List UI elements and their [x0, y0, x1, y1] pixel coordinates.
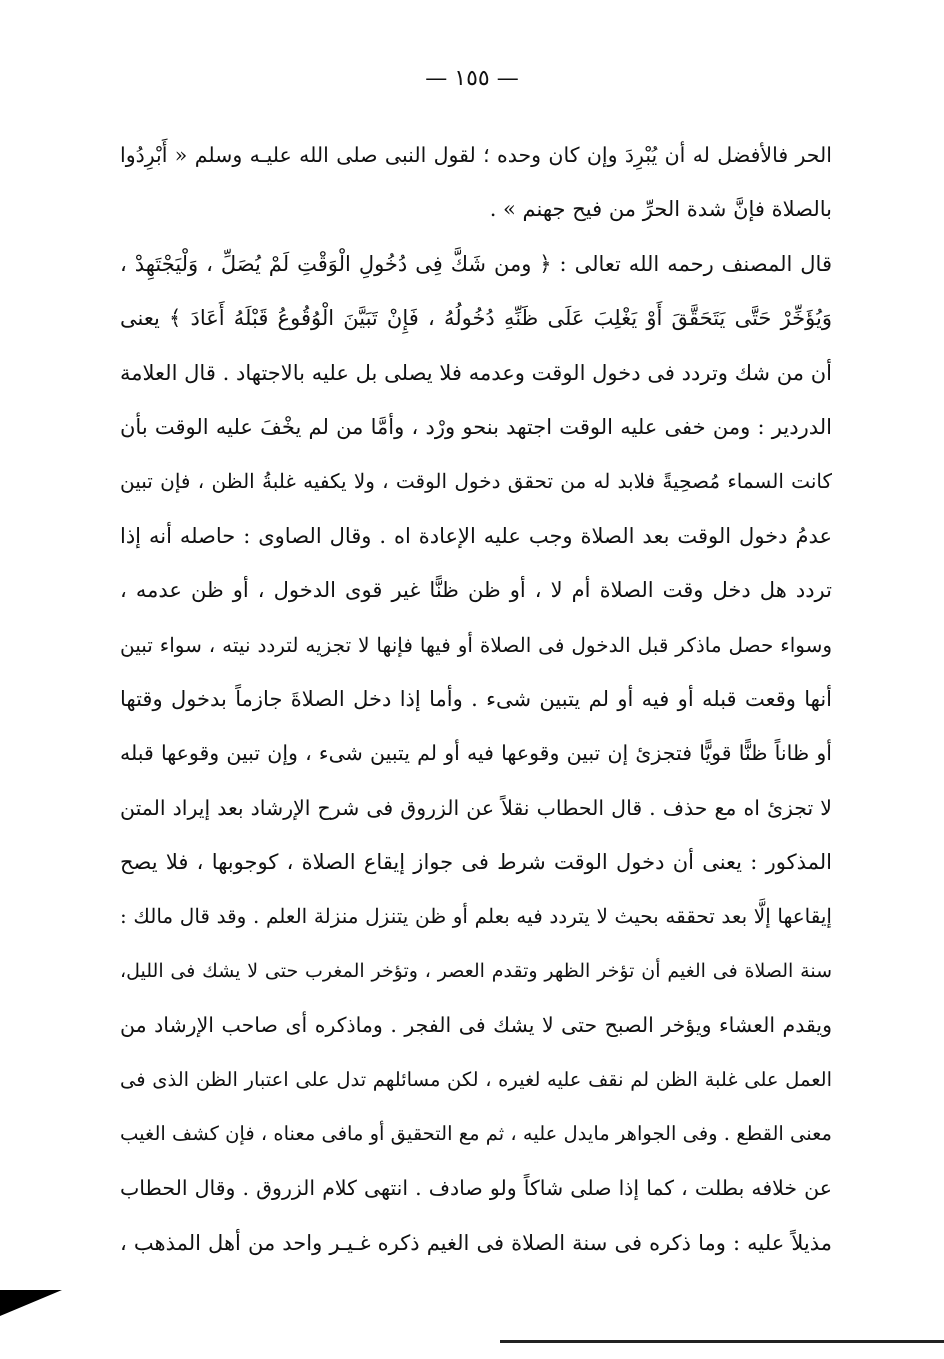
text-line: ويقدم العشاء ويؤخر الصبح حتى لا يشك فى الفجر . وماذكره أى صاحب الإرشاد من [120, 1013, 832, 1038]
text-line: أنها وقعت قبله أو فيه أو لم يتبين شىء . وأما إذا دخل الصلاةَ جازماً بدخول وقتها [120, 686, 832, 711]
text-line: العمل على غلبة الظن لم نقف عليه لغيره ، لكن مسائلهم تدل على اعتبار الظن الذى فى [120, 1067, 832, 1091]
text-line: الدردير : ومن خفى عليه الوقت اجتهد بنحو ورْد ، وأمَّا من لم يخْفَ عليه الوقت بأن [120, 414, 832, 439]
text-line: الحر فالأفضل له أن يُبْرِدَ وإن كان وحده ؛ لقول النبى صلى الله عليـه وسلم « أَبْرِدُوا [120, 143, 832, 167]
text-line: وَيُؤَخِّرْ حَتَّى يَتَحَقَّقَ أَوْ يَغْلِبَ عَلَى ظَنِّهِ دُخُولُهُ ، فَإِنْ تَبَيَّنَ الْوُقُوعُ قَبْلَهُ أَعَادَ ﴾ يعنى [120, 306, 832, 331]
text-line: قال المصنف رحمه الله تعالى : ﴿ ومن شَكَّ فِى دُخُولِ الْوَقْتِ لَمْ يُصَلِّ ، وَلْيَجْتَهِدْ ، [120, 251, 832, 276]
text-line: بالصلاة فإنَّ شدة الحرِّ من فيح جهنم » . [489, 197, 832, 222]
text-line: أن من شك وتردد فى دخول الوقت وعدمه فلا يصلى بل عليه بالاجتهاد . قال العلامة [120, 360, 832, 385]
body-text [120, 128, 832, 1270]
text-line: المذكور : يعنى أن دخول الوقت شرط فى جواز إيقاع الصلاة ، كوجوبها ، فلا يصح [120, 850, 832, 875]
page-number: — ١٥٥ — [425, 66, 519, 91]
scan-bottom-rule [500, 1340, 944, 1343]
text-line: لا تجزئ اه مع حذف . قال الحطاب نقلاً عن الزروق فى شرح الإرشاد بعد إيراد المتن [120, 795, 832, 820]
text-line: وسواء حصل ماذكر قبل الدخول فى الصلاة أو فيها فإنها لا تجزيه لتردد نيته ، سواء تبين [120, 632, 832, 657]
text-line: إيقاعها إلَّا بعد تحققه بحيث لا يتردد فيه بعلم أو ظن يتنزل منزلة العلم . وقد قال مالك : [120, 904, 832, 929]
text-line: سنة الصلاة فى الغيم أن تؤخر الظهر وتقدم العصر ، وتؤخر المغرب حتى لا يشك فى الليل، [120, 959, 832, 982]
text-line: أو ظاناً ظنًّا قويًّا فتجزئ إن تبين وقوعها فيه أو لم يتبين شىء ، وإن تبين وقوعها قبله [120, 741, 832, 766]
scan-corner-mark [0, 1290, 62, 1316]
text-line: تردد هل دخل وقت الصلاة أم لا ، أو ظن ظنًّا غير قوى الدخول ، أو ظن عدمه ، [120, 578, 832, 603]
text-line: عن خلافه بطلت ، كما إذا صلى شاكاً ولو صادف . انتهى كلام الزروق . وقال الحطاب [120, 1176, 832, 1201]
text-line: كانت السماء مُصحِيةً فلابد له من تحقق دخول الوقت ، ولا يكفيه غلبةُ الظن ، فإن تبين [120, 469, 832, 494]
text-line: معنى القطع . وفى الجواهر مايدل عليه ، ثم مع التحقيق أو مافى معناه ، فإن كشف الغيب [120, 1122, 832, 1146]
text-line: عدمُ دخول الوقت بعد الصلاة وجب عليه الإعادة اه . وقال الصاوى : حاصله أنه إذا [120, 523, 832, 548]
text-line: مذيلاً عليه : وما ذكره فى سنة الصلاة فى الغيم ذكره غـيـر واحد من أهل المذهب ، [120, 1230, 832, 1255]
